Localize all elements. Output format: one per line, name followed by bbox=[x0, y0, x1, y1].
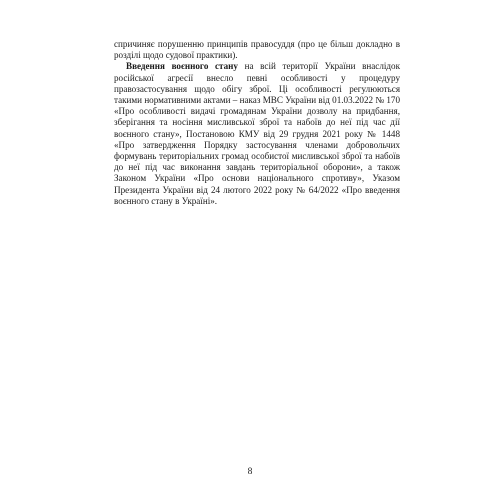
body-text bbox=[114, 39, 400, 207]
paragraph-lead-bold: Введення воєнного стану bbox=[126, 61, 238, 72]
page-number: 8 bbox=[247, 467, 253, 477]
continuation-paragraph: спричиняє порушенню принципів правосуддя (про це більш докладно в розділі щодо судової практики). bbox=[114, 39, 400, 61]
martial-law-paragraph bbox=[114, 61, 400, 207]
paragraph-text: на всій території України внаслідок російської агресії внесло певні особливості у процедуру правозастосування щодо обігу зброї. Ці особливості регулюються такими нормативними актами – наказ МВС України від 01.03.2022 № 170 «Про особливості видачі громадянам України дозволу на придбання, зберігання та носіння мисливської зброї та набоїв до неї під час дії воєнного стану», Постановою КМУ від 29 грудня 2021 року № 1448 «Про затвердження Порядку застосування членами добровольчих формувань територіальних громад особистої мисливської зброї та набоїв до неї під час виконання завдань територіальної оборони», а також Законом України «Про основи національного спротиву», Указом Президента України від 24 лютого 2022 року № 64/2022 «Про введення воєнного стану в Україні». bbox=[114, 61, 401, 206]
